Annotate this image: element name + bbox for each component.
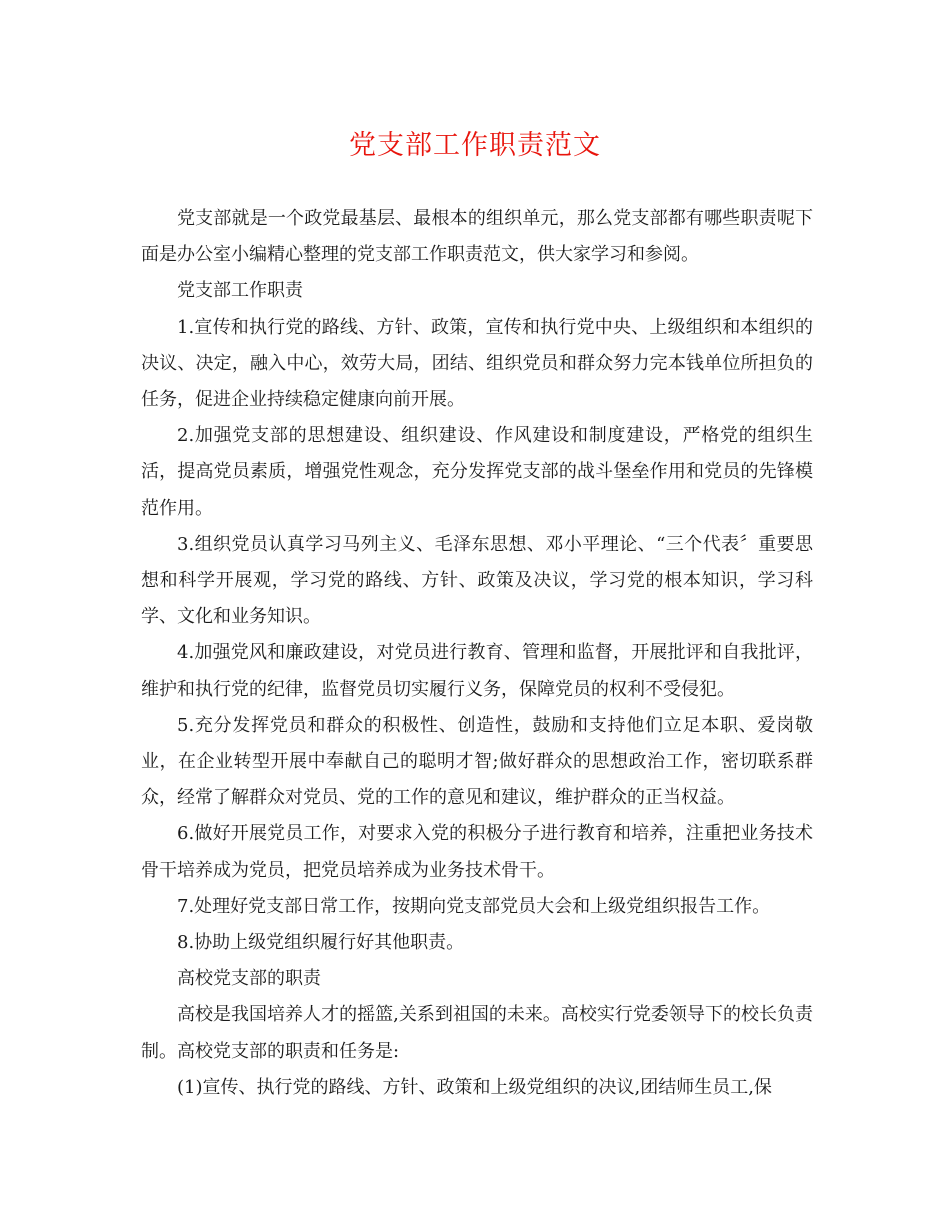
document-body [141,201,813,1106]
duty-item-5: 5.充分发挥党员和群众的积极性、创造性，鼓励和支持他们立足本职、爱岗敬业，在企业转型开展中奉献自己的聪明才智;做好群众的思想政治工作，密切联系群众，经常了解群众对党员、党的工作的意见和建议，维护群众的正当权益。 [141,714,813,809]
duty-item-4: 4.加强党风和廉政建设，对党员进行教育、管理和监督，开展批评和自我批评，维护和执行党的纪律，监督党员切实履行义务，保障党员的权利不受侵犯。 [141,642,813,700]
document-title: 党支部工作职责范文 [349,130,601,161]
paragraph-intro: 党支部就是一个政党最基层、最根本的组织单元，那么党支部都有哪些职责呢下面是办公室小编精心整理的党支部工作职责范文，供大家学习和参阅。 [141,208,813,266]
duty-item-1: 1.宣传和执行党的路线、方针、政策，宣传和执行党中央、上级组织和本组织的决议、决定，融入中心，效劳大局，团结、组织党员和群众努力完本钱单位所担负的任务，促进企业持续稳定健康向前开展。 [141,316,813,411]
duty-item-6: 6.做好开展党员工作，对要求入党的积极分子进行教育和培养，注重把业务技术骨干培养成为党员，把党员培养成为业务技术骨干。 [141,823,813,881]
duty-item-7: 7.处理好党支部日常工作，按期向党支部党员大会和上级党组织报告工作。 [177,895,771,917]
duty-item-3: 3.组织党员认真学习马列主义、毛泽东思想、邓小平理论、“三个代表〞重要思想和科学开展观，学习党的路线、方针、政策及决议，学习党的根本知识，学习科学、文化和业务知识。 [141,533,813,628]
university-duty-item-1: (1)宣传、执行党的路线、方针、政策和上级党组织的决议,团结师生员工,保 [177,1076,772,1098]
duty-item-8: 8.协助上级党组织履行好其他职责。 [177,932,465,954]
duty-item-2: 2.加强党支部的思想建设、组织建设、作风建设和制度建设，严格党的组织生活，提高党员素质，增强党性观念，充分发挥党支部的战斗堡垒作用和党员的先锋模范作用。 [141,425,813,519]
section-heading-university: 高校党支部的职责 [177,968,321,990]
paragraph-university-intro: 高校是我国培养人才的摇篮,关系到祖国的未来。高校实行党委领导下的校长负责制。高校党支部的职责和任务是: [141,1004,813,1062]
section-heading-branch-duties: 党支部工作职责 [177,280,303,302]
